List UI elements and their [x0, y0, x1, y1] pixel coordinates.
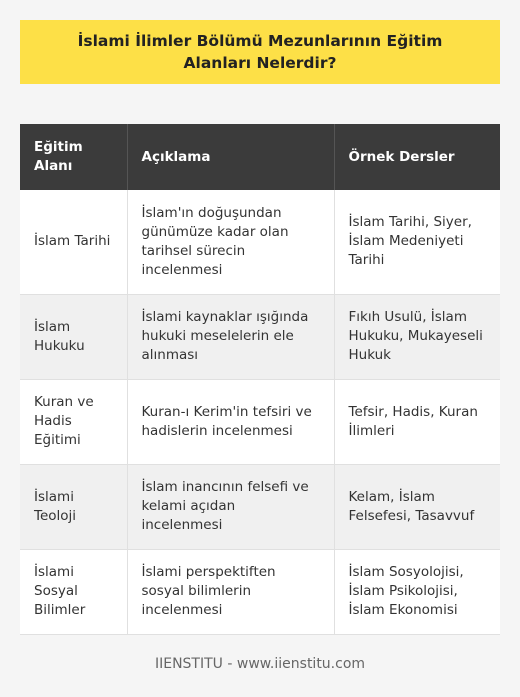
cell-description: İslam'ın doğuşundan günümüze kadar olan tarihsel sürecin incelenmesi — [127, 190, 334, 294]
education-areas-table — [20, 124, 500, 635]
cell-description: İslami kaynaklar ışığında hukuki meselelerin ele alınması — [127, 294, 334, 379]
cell-description: İslami perspektiften sosyal bilimlerin incelenmesi — [127, 549, 334, 634]
cell-area: İslami Teoloji — [20, 464, 127, 549]
table-row — [20, 549, 500, 634]
table-row — [20, 379, 500, 464]
table-row — [20, 464, 500, 549]
cell-example-courses: Tefsir, Hadis, Kuran İlimleri — [334, 379, 500, 464]
table-header-row — [20, 124, 500, 190]
cell-example-courses: İslam Tarihi, Siyer, İslam Medeniyeti Tarihi — [334, 190, 500, 294]
cell-area: Kuran ve Hadis Eğitimi — [20, 379, 127, 464]
cell-area: İslami Sosyal Bilimler — [20, 549, 127, 634]
cell-example-courses: Fıkıh Usulü, İslam Hukuku, Mukayeseli Hukuk — [334, 294, 500, 379]
table-row — [20, 190, 500, 294]
page-title: İslami İlimler Bölümü Mezunlarının Eğitim Alanları Nelerdir? — [77, 32, 443, 72]
header-description: Açıklama — [127, 124, 334, 190]
cell-example-courses: İslam Sosyolojisi, İslam Psikolojisi, İslam Ekonomisi — [334, 549, 500, 634]
cell-area: İslam Tarihi — [20, 190, 127, 294]
table-row — [20, 294, 500, 379]
footer-credit: IIENSTITU - www.iienstitu.com — [154, 656, 366, 672]
cell-example-courses: Kelam, İslam Felsefesi, Tasavvuf — [334, 464, 500, 549]
cell-description: İslam inancının felsefi ve kelami açıdan incelenmesi — [127, 464, 334, 549]
header-example-courses: Örnek Dersler — [348, 148, 455, 165]
cell-description: Kuran-ı Kerim'in tefsiri ve hadislerin incelenmesi — [127, 379, 334, 464]
title-banner — [20, 20, 500, 84]
header-area: Eğitim Alanı — [20, 124, 127, 190]
cell-area: İslam Hukuku — [20, 294, 127, 379]
